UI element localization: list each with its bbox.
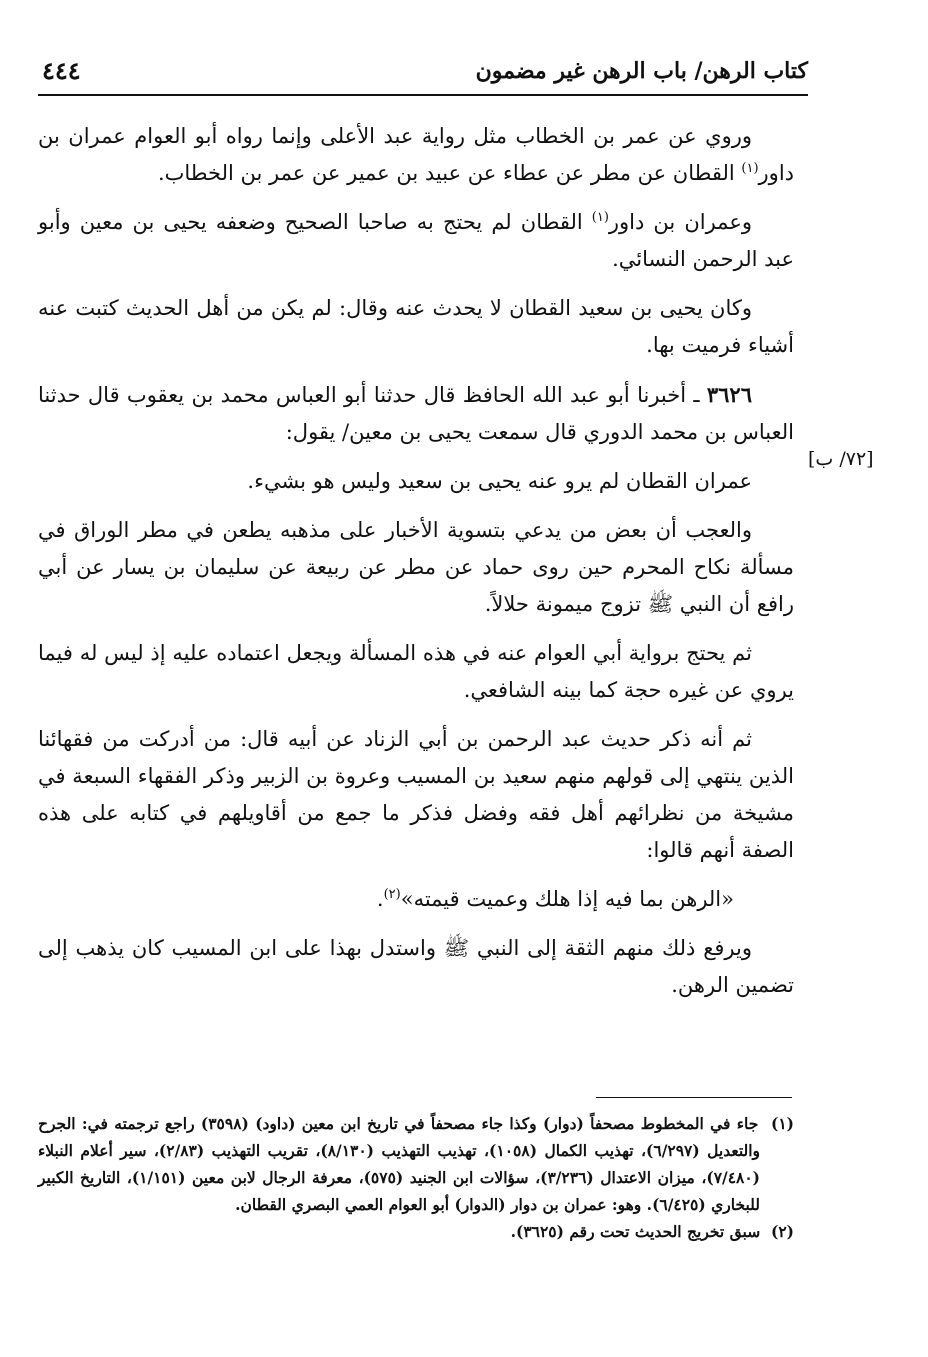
paragraph-text: . xyxy=(376,887,384,911)
footnote xyxy=(38,1110,794,1218)
footnote-ref: (١) xyxy=(741,161,759,176)
hadith-paragraph xyxy=(38,376,794,451)
paragraph-text: وروي عن عمر بن الخطاب مثل رواية عبد الأعلى وإنما رواه أبو العوام عمران بن داور xyxy=(38,124,794,185)
footnote xyxy=(38,1218,794,1245)
footnotes xyxy=(38,1110,794,1245)
page-number: ٤٤٤ xyxy=(42,56,81,85)
paragraph xyxy=(38,118,794,192)
footnote-separator xyxy=(596,1097,792,1098)
paragraph: ثم أنه ذكر حديث عبد الرحمن بن أبي الزناد عن أبيه قال: من أدركت من فقهائنا الذين ينتهي إلى قولهم منهم سعيد بن المسيب وعروة بن الزبير وذكر الفقهاء السبعة في مشيخة من نظرائهم أهل فقه وفضل فذكر ما جمع من أقاويلهم في كتابه على هذه الصفة أنهم قالوا: xyxy=(38,727,794,862)
paragraph: ثم يحتج برواية أبي العوام عنه في هذه المسألة ويجعل اعتماده عليه إذ ليس له فيما يروي عن غيره حجة كما بينه الشافعي. xyxy=(38,641,794,702)
footnote-ref: (١) xyxy=(591,210,609,225)
header-rule xyxy=(38,94,808,96)
paragraph: ويرفع ذلك منهم الثقة إلى النبي ﷺ واستدل بهذا على ابن المسيب كان يذهب إلى تضمين الرهن. xyxy=(38,936,794,997)
paragraph: عمران القطان لم يرو عنه يحيى بن سعيد وليس هو بشيء. xyxy=(247,469,752,493)
paragraph-text: القطان لم يحتج به صاحبا الصحيح وضعفه يحيى بن معين وأبو عبد الرحمن النسائي. xyxy=(38,210,794,271)
manuscript-folio-note: [٧٢/ ب] xyxy=(808,448,874,470)
paragraph-text: القطان عن مطر عن عطاء عن عبيد بن عمير عن عمر بن الخطاب. xyxy=(157,161,742,185)
running-header xyxy=(38,52,808,92)
chapter-title: كتاب الرهن/ باب الرهن غير مضمون xyxy=(475,58,808,84)
paragraph: وكان يحيى بن سعيد القطان لا يحدث عنه وقال: لم يكن من أهل الحديث كتبت عنه أشياء فرميت بها. xyxy=(38,296,794,357)
footnote-marker: (١) xyxy=(770,1114,794,1133)
quote-text: «الرهن بما فيه إذا هلك وعميت قيمته» xyxy=(400,887,734,911)
hadith-number: ٣٦٢٦ xyxy=(706,382,752,407)
quoted-paragraph xyxy=(38,881,794,918)
paragraph: والعجب أن بعض من يدعي بتسوية الأخبار على مذهبه يطعن في مطر الوراق في مسألة نكاح المحرم حين روى حماد عن مطر عن ربيعة عن سليمان بن يسار عن أبي رافع أن النبي ﷺ تزوج ميمونة حلالاً. xyxy=(38,518,794,616)
paragraph-text: وعمران بن داور xyxy=(608,210,752,234)
footnote-marker: (٢) xyxy=(770,1222,794,1241)
footnote-text: سبق تخريج الحديث تحت رقم (٣٦٢٥). xyxy=(510,1222,761,1241)
paragraph xyxy=(38,204,794,278)
main-text xyxy=(38,118,794,1016)
footnote-ref: (٢) xyxy=(383,887,401,902)
footnote-text: جاء في المخطوط مصحفاً (دوار) وكذا جاء مصحفاً في تاريخ ابن معين (داود) (٣٥٩٨) راجع ترجمته في: الجرح والتعديل (٦/٢٩٧)، تهذيب الكمال (١٠٥٨)، تهذيب التهذيب (٨/١٣٠)، تقريب التهذيب (٢/٨٣)، سير أعلام النبلاء (٧/٤٨٠)، ميزان الاعتدال (٣/٢٣٦)، سؤالات ابن الجنيد (٥٧٥)، معرفة الرجال لابن معين (١/١٥١)، التاريخ الكبير للبخاري (٦/٤٢٥). وهو: عمران بن دوار (الدوار) أبو العوام العمي البصري القطان. xyxy=(38,1114,761,1214)
paragraph-text: ـ أخبرنا أبو عبد الله الحافظ قال حدثنا أبو العباس محمد بن يعقوب قال حدثنا العباس بن محمد الدوري قال سمعت يحيى بن معين/ يقول: xyxy=(38,383,794,444)
